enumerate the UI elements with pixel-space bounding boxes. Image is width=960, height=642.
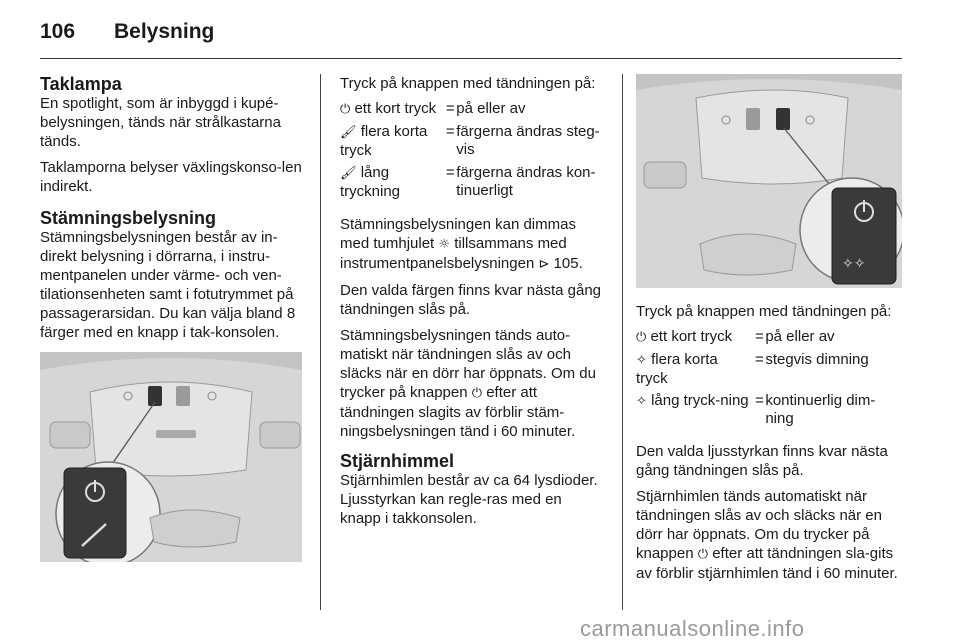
power-icon: ⏻ [636,330,647,345]
column-2 [340,74,606,535]
paragraph [340,326,606,441]
table-cell-key [636,392,753,432]
table-row [340,100,606,123]
thumbwheel-icon: ☼ [438,237,451,252]
table-cell-value: på eller av [456,100,526,117]
paragraph: Tryck på knappen med tändningen på: [340,75,596,92]
starry-sky-button-illustration [636,74,902,288]
table-row [636,351,902,392]
roof-console-drawing [40,352,302,562]
column-3 [636,74,902,590]
column-divider [622,74,623,610]
table-row [340,123,606,164]
column-divider [320,74,321,610]
starry-sky-button-table [636,328,902,432]
text: Stämningsbelysningen kan dimmas med tumhjulet [340,216,576,252]
text: 105. [549,255,583,272]
key-text: ett kort tryck [354,100,437,117]
table-cell-value: färgerna ändras kon-tinuerligt [456,164,596,199]
equals-sign: = [754,392,764,409]
heading-stjarnhimmel: Stjärnhimmel [340,451,455,471]
text: Stämningsbelysningen tänds auto-matiskt när tändningen slås av och släcks när en dörr har öppnats. Om du trycker på knappen [340,327,596,401]
page-title: Belysning [114,20,215,43]
table-cell-value: färgerna ändras steg-vis [456,123,600,158]
paragraph: Tryck på knappen med tändningen på: [636,303,892,320]
text: efter att tändningen sla-gits av förblir stjärnhimlen tänd i 60 minuter. [636,545,898,582]
power-icon: ⏻ [471,386,483,401]
ambient-light-button-illustration [40,352,302,562]
page-reference-icon: ⊳ [538,257,550,272]
key-text: flera korta tryck [636,351,718,387]
page-number: 106 [40,20,76,43]
ambient-button-table [340,100,606,205]
column-1 [40,74,302,562]
header-rule [40,58,902,59]
roof-console-drawing [636,74,902,288]
text: tillsammans med instrumentpanelsbelysningen [340,235,567,272]
heading-taklampa: Taklampa [40,74,122,94]
key-text: flera korta tryck [340,123,428,159]
text: Stjärnhimlen tänds automatiskt när tändningen slås av och släcks när en dörr har öppnats. Om du trycker på knappen [636,488,882,562]
equals-sign: = [445,100,455,117]
paragraph [340,215,606,274]
paragraph [636,487,902,583]
table-cell-value: kontinuerlig dim-ning [765,392,876,427]
power-icon: ⏻ [340,102,351,117]
table-cell-key [636,351,753,392]
table-cell-value: stegvis dimning [765,351,869,368]
brush-icon: 🖌 [340,166,357,181]
table-cell-value: på eller av [765,328,835,345]
paragraph: Stämningsbelysningen består av in-direkt belysning i dörrarna, i instru-mentpanelen under värme- och ven-tilationsenheten samt i fotutrymmet på passagerarsidan. Du kan välja bland 8 färger med en knapp i tak-konsolen. [40,229,296,341]
paragraph: Taklamporna belyser växlingskonso-len indirekt. [40,159,302,195]
table-row [340,164,606,205]
paragraph: Stjärnhimlen består av ca 64 lysdioder. Ljusstyrkan kan regle-ras med en knapp i takkonsolen. [340,472,598,527]
heading-stamningsbelysning: Stämningsbelysning [40,208,217,228]
key-text: ett kort tryck [650,328,733,345]
equals-sign: = [445,164,455,181]
table-cell-key [340,123,444,164]
equals-sign: = [445,123,455,140]
equals-sign: = [754,351,764,368]
key-text: lång tryck-ning [651,392,749,409]
table-row [636,328,902,351]
text: efter att tändningen slagits av förblir stäm-ningsbelysningen tänd i 60 minuter. [340,384,576,440]
table-cell-key [636,328,753,351]
table-cell-key [340,100,444,123]
power-icon: ⏻ [697,547,709,562]
equals-sign: = [754,328,764,345]
page-header [40,20,902,56]
watermark: carmanualsonline.info [580,616,805,641]
key-text: lång tryckning [340,164,401,200]
star-icon: ✧ [636,394,647,409]
paragraph: En spotlight, som är inbyggd i kupé-belysningen, tänds när strålkastarna tänds. [40,95,281,150]
star-icon: ✧ [636,353,647,368]
table-row [636,392,902,432]
paragraph: Den valda färgen finns kvar nästa gång tändningen slås på. [340,282,601,318]
table-cell-key [340,164,444,205]
paragraph: Den valda ljusstyrkan finns kvar nästa gång tändningen slås på. [636,443,888,479]
brush-icon: 🖌 [340,125,357,140]
svg-text:✧✧: ✧✧ [842,256,866,272]
